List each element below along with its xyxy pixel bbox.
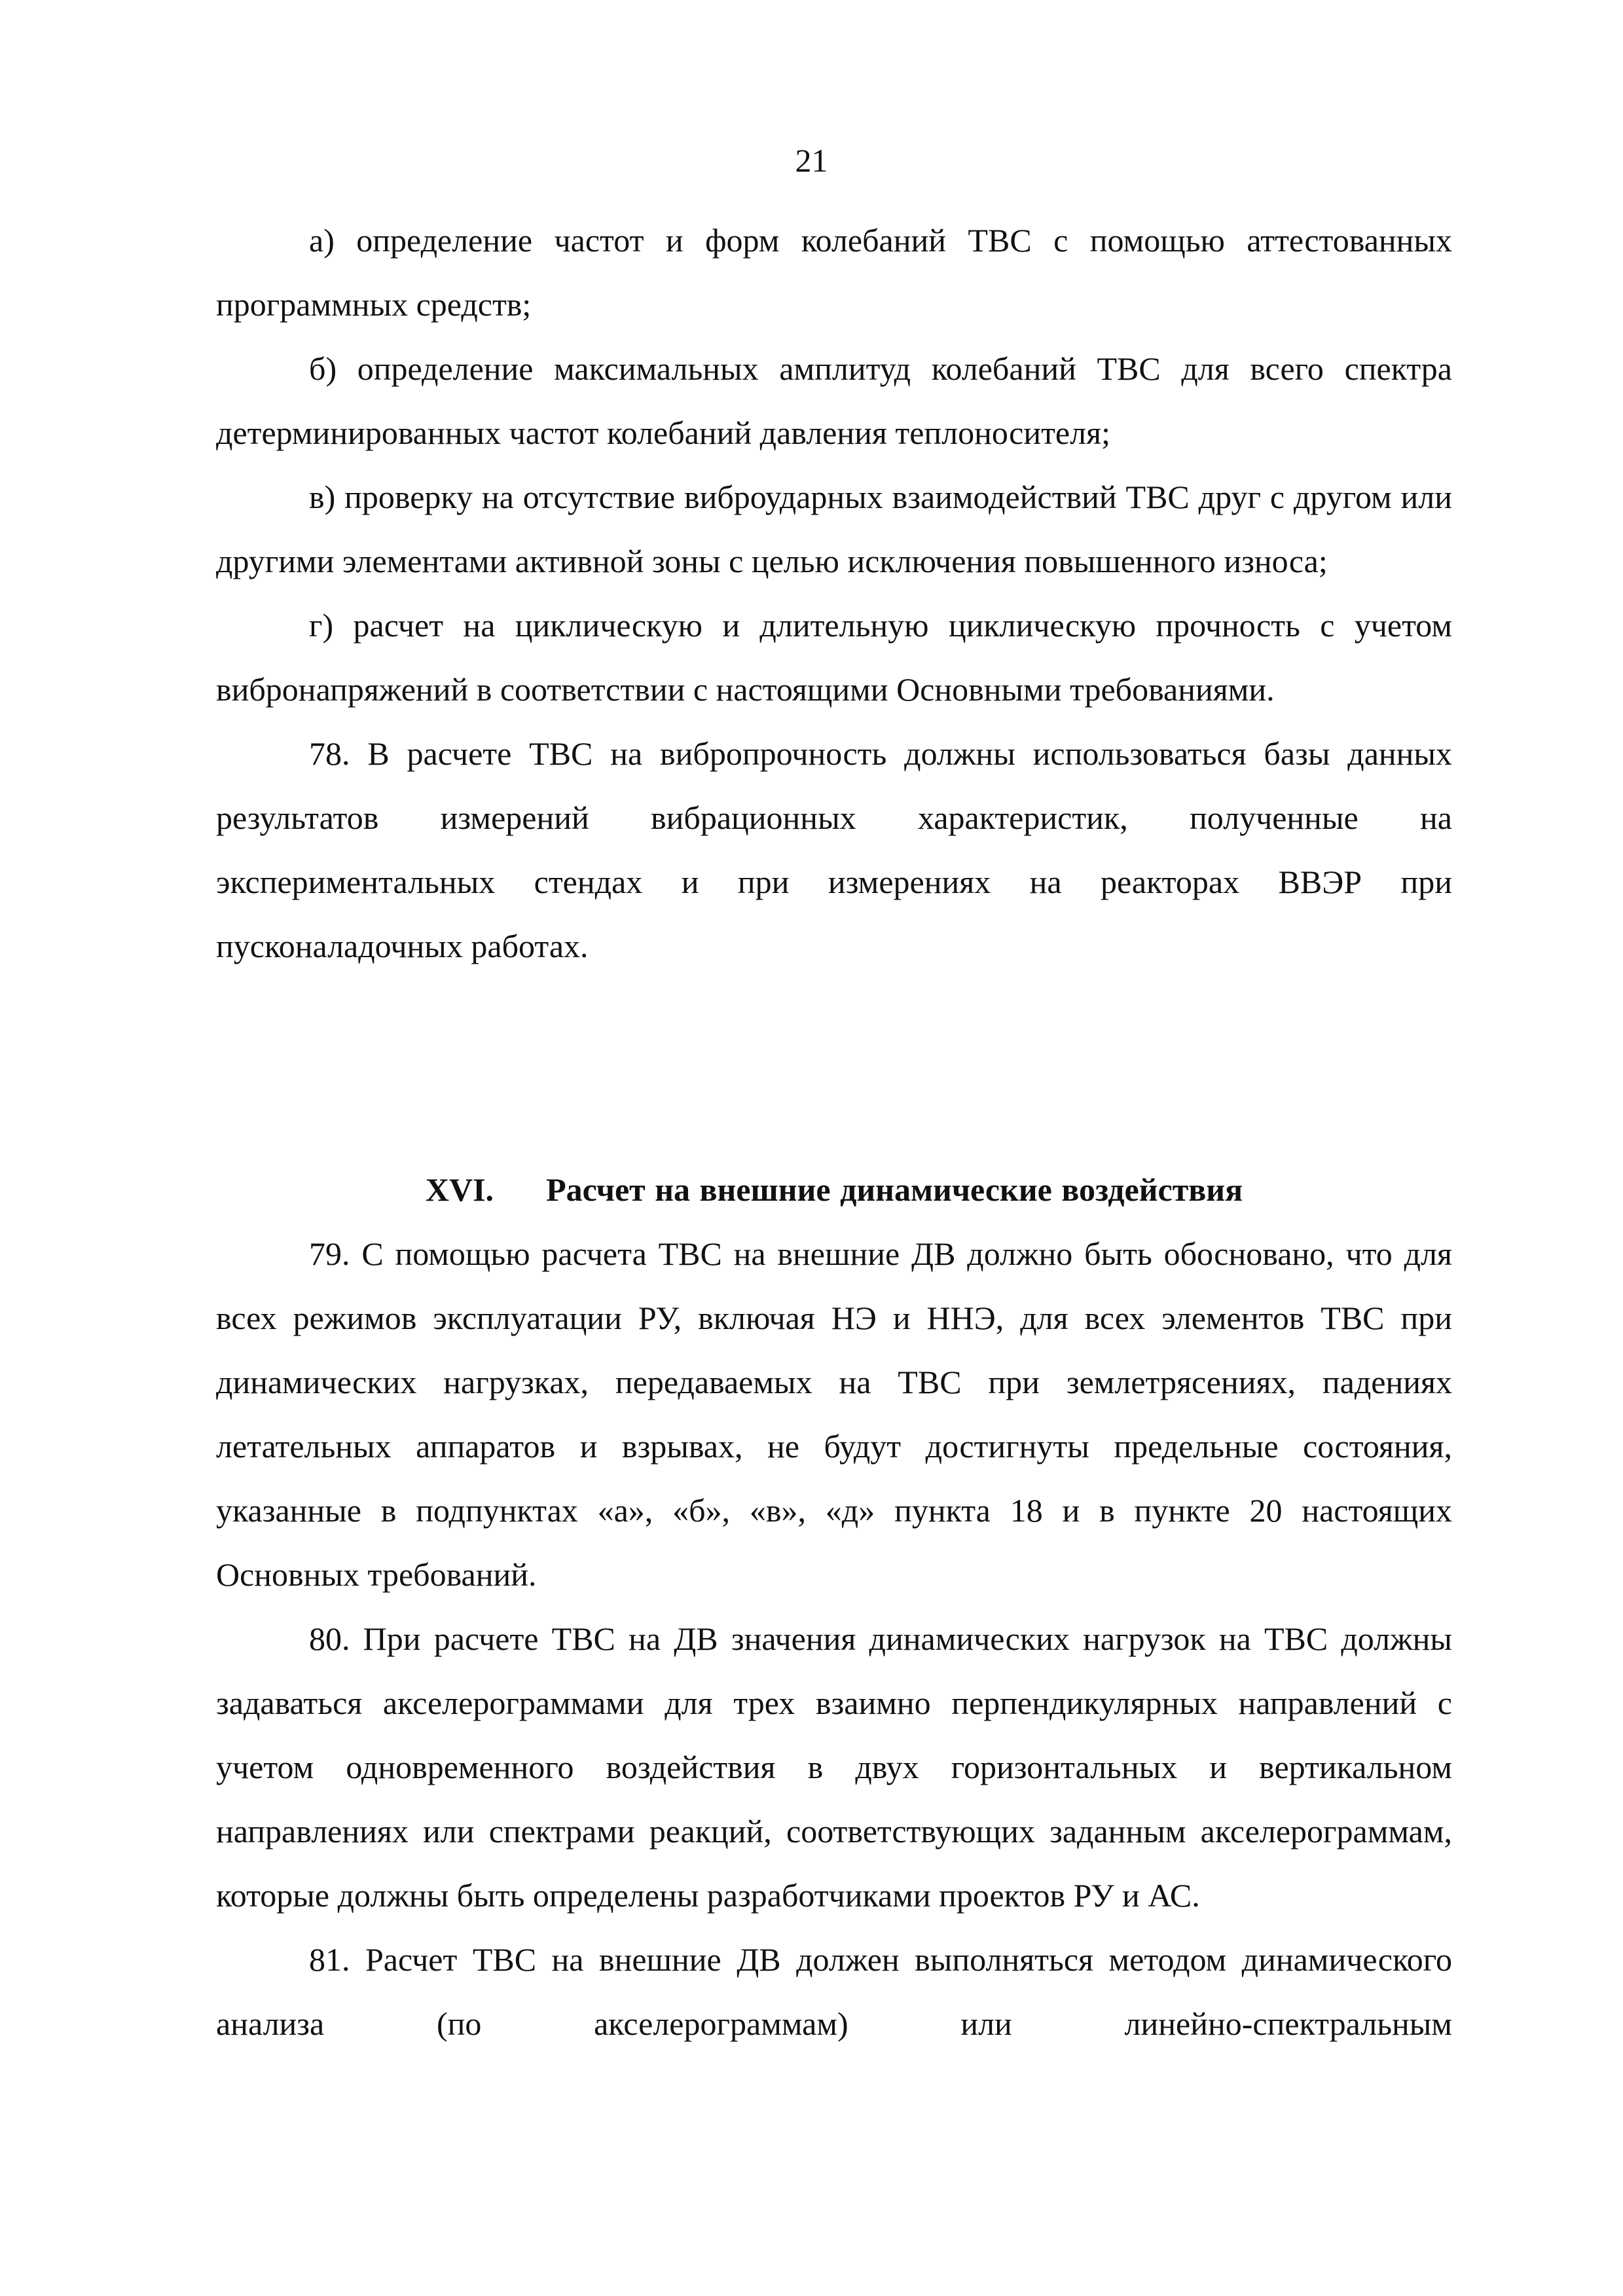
list-item-a: а) определение частот и форм колебаний ТВС с помощью аттестованных программных средств; bbox=[216, 222, 1452, 323]
list-item-c: в) проверку на отсутствие виброударных взаимодействий ТВС друг с другом или другими элементами активной зоны с целью исключения повышенного износа; bbox=[216, 479, 1452, 579]
section-number: XVI. bbox=[425, 1171, 494, 1208]
page-number: 21 bbox=[795, 142, 828, 179]
list-item-b: б) определение максимальных амплитуд колебаний ТВС для всего спектра детерминированных частот колебаний давления теплоносителя; bbox=[216, 350, 1452, 451]
section-heading bbox=[216, 1157, 1452, 1222]
list-item-d: г) расчет на циклическую и длительную циклическую прочность с учетом вибронапряжений в соответствии с настоящими Основными требованиями. bbox=[216, 607, 1452, 708]
lower-text-block bbox=[216, 1222, 1452, 2056]
upper-text-block bbox=[216, 208, 1452, 978]
section-title: Расчет на внешние динамические воздействия bbox=[546, 1171, 1243, 1208]
paragraph-80: 80. При расчете ТВС на ДВ значения динамических нагрузок на ТВС должны задаваться акселерограммами для трех взаимно перпендикулярных направлений с учетом одновременного воздействия в двух горизонтальных и вертикальном направлениях или спектрами реакций, соответствующих заданным акселерограммам, которые должны быть определены разработчиками проектов РУ и АС. bbox=[216, 1620, 1452, 1914]
paragraph-78: 78. В расчете ТВС на вибропрочность должны использоваться базы данных результатов измерений вибрационных характеристик, полученные на экспериментальных стендах и при измерениях на реакторах ВВЭР при пусконаладочных работах. bbox=[216, 735, 1452, 964]
paragraph-79: 79. С помощью расчета ТВС на внешние ДВ должно быть обосновано, что для всех режимов эксплуатации РУ, включая НЭ и ННЭ, для всех элементов ТВС при динамических нагрузках, передаваемых на ТВС при землетрясениях, падениях летательных аппаратов и взрывах, не будут достигнуты предельные состояния, указанные в подпунктах «а», «б», «в», «д» пункта 18 и в пункте 20 настоящих Основных требований. bbox=[216, 1235, 1452, 1593]
paragraph-81: 81. Расчет ТВС на внешние ДВ должен выполняться методом динамического анализа (по акселерограммам) или линейно-спектральным bbox=[216, 1941, 1452, 2042]
